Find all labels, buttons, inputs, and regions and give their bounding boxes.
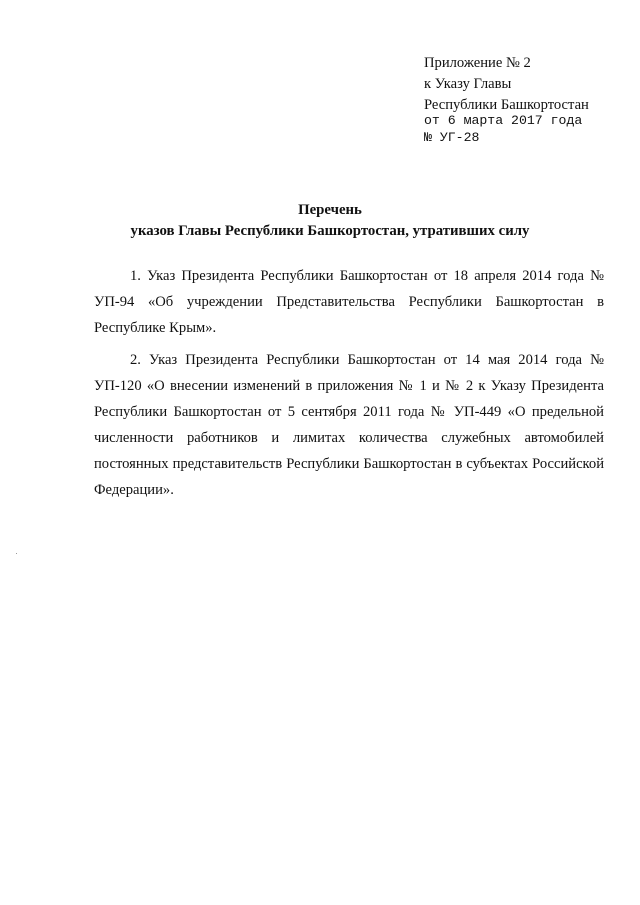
appendix-republic: Республики Башкортостан	[424, 97, 589, 113]
scan-speck	[16, 553, 17, 554]
appendix-decree-ref: к Указу Главы	[424, 76, 512, 92]
decree-list	[94, 263, 604, 503]
list-item: 1. Указ Президента Республики Башкортостан от 18 апреля 2014 года № УП-94 «Об учреждении Представительства Республики Башкортостан в Республике Крым».	[94, 268, 604, 336]
appendix-number: № УГ-28	[424, 130, 480, 145]
appendix-date: от 6 марта 2017 года	[424, 113, 583, 128]
appendix-title: Приложение № 2	[424, 55, 531, 71]
title-line-2: указов Главы Республики Башкортостан, утративших силу	[130, 223, 530, 239]
list-item: 2. Указ Президента Республики Башкортостан от 14 мая 2014 года № УП-120 «О внесении изменений в приложения № 1 и № 2 к Указу Президента Республики Башкортостан от 5 сентября 2011 года № УП-449 «О предельной численности работников и лимитах количества служебных автомобилей постоянных представительств Республики Башкортостан в субъектах Российской Федерации».	[94, 352, 604, 498]
document-title	[80, 200, 580, 242]
title-line-1: Перечень	[298, 202, 362, 218]
appendix-header	[424, 53, 634, 146]
